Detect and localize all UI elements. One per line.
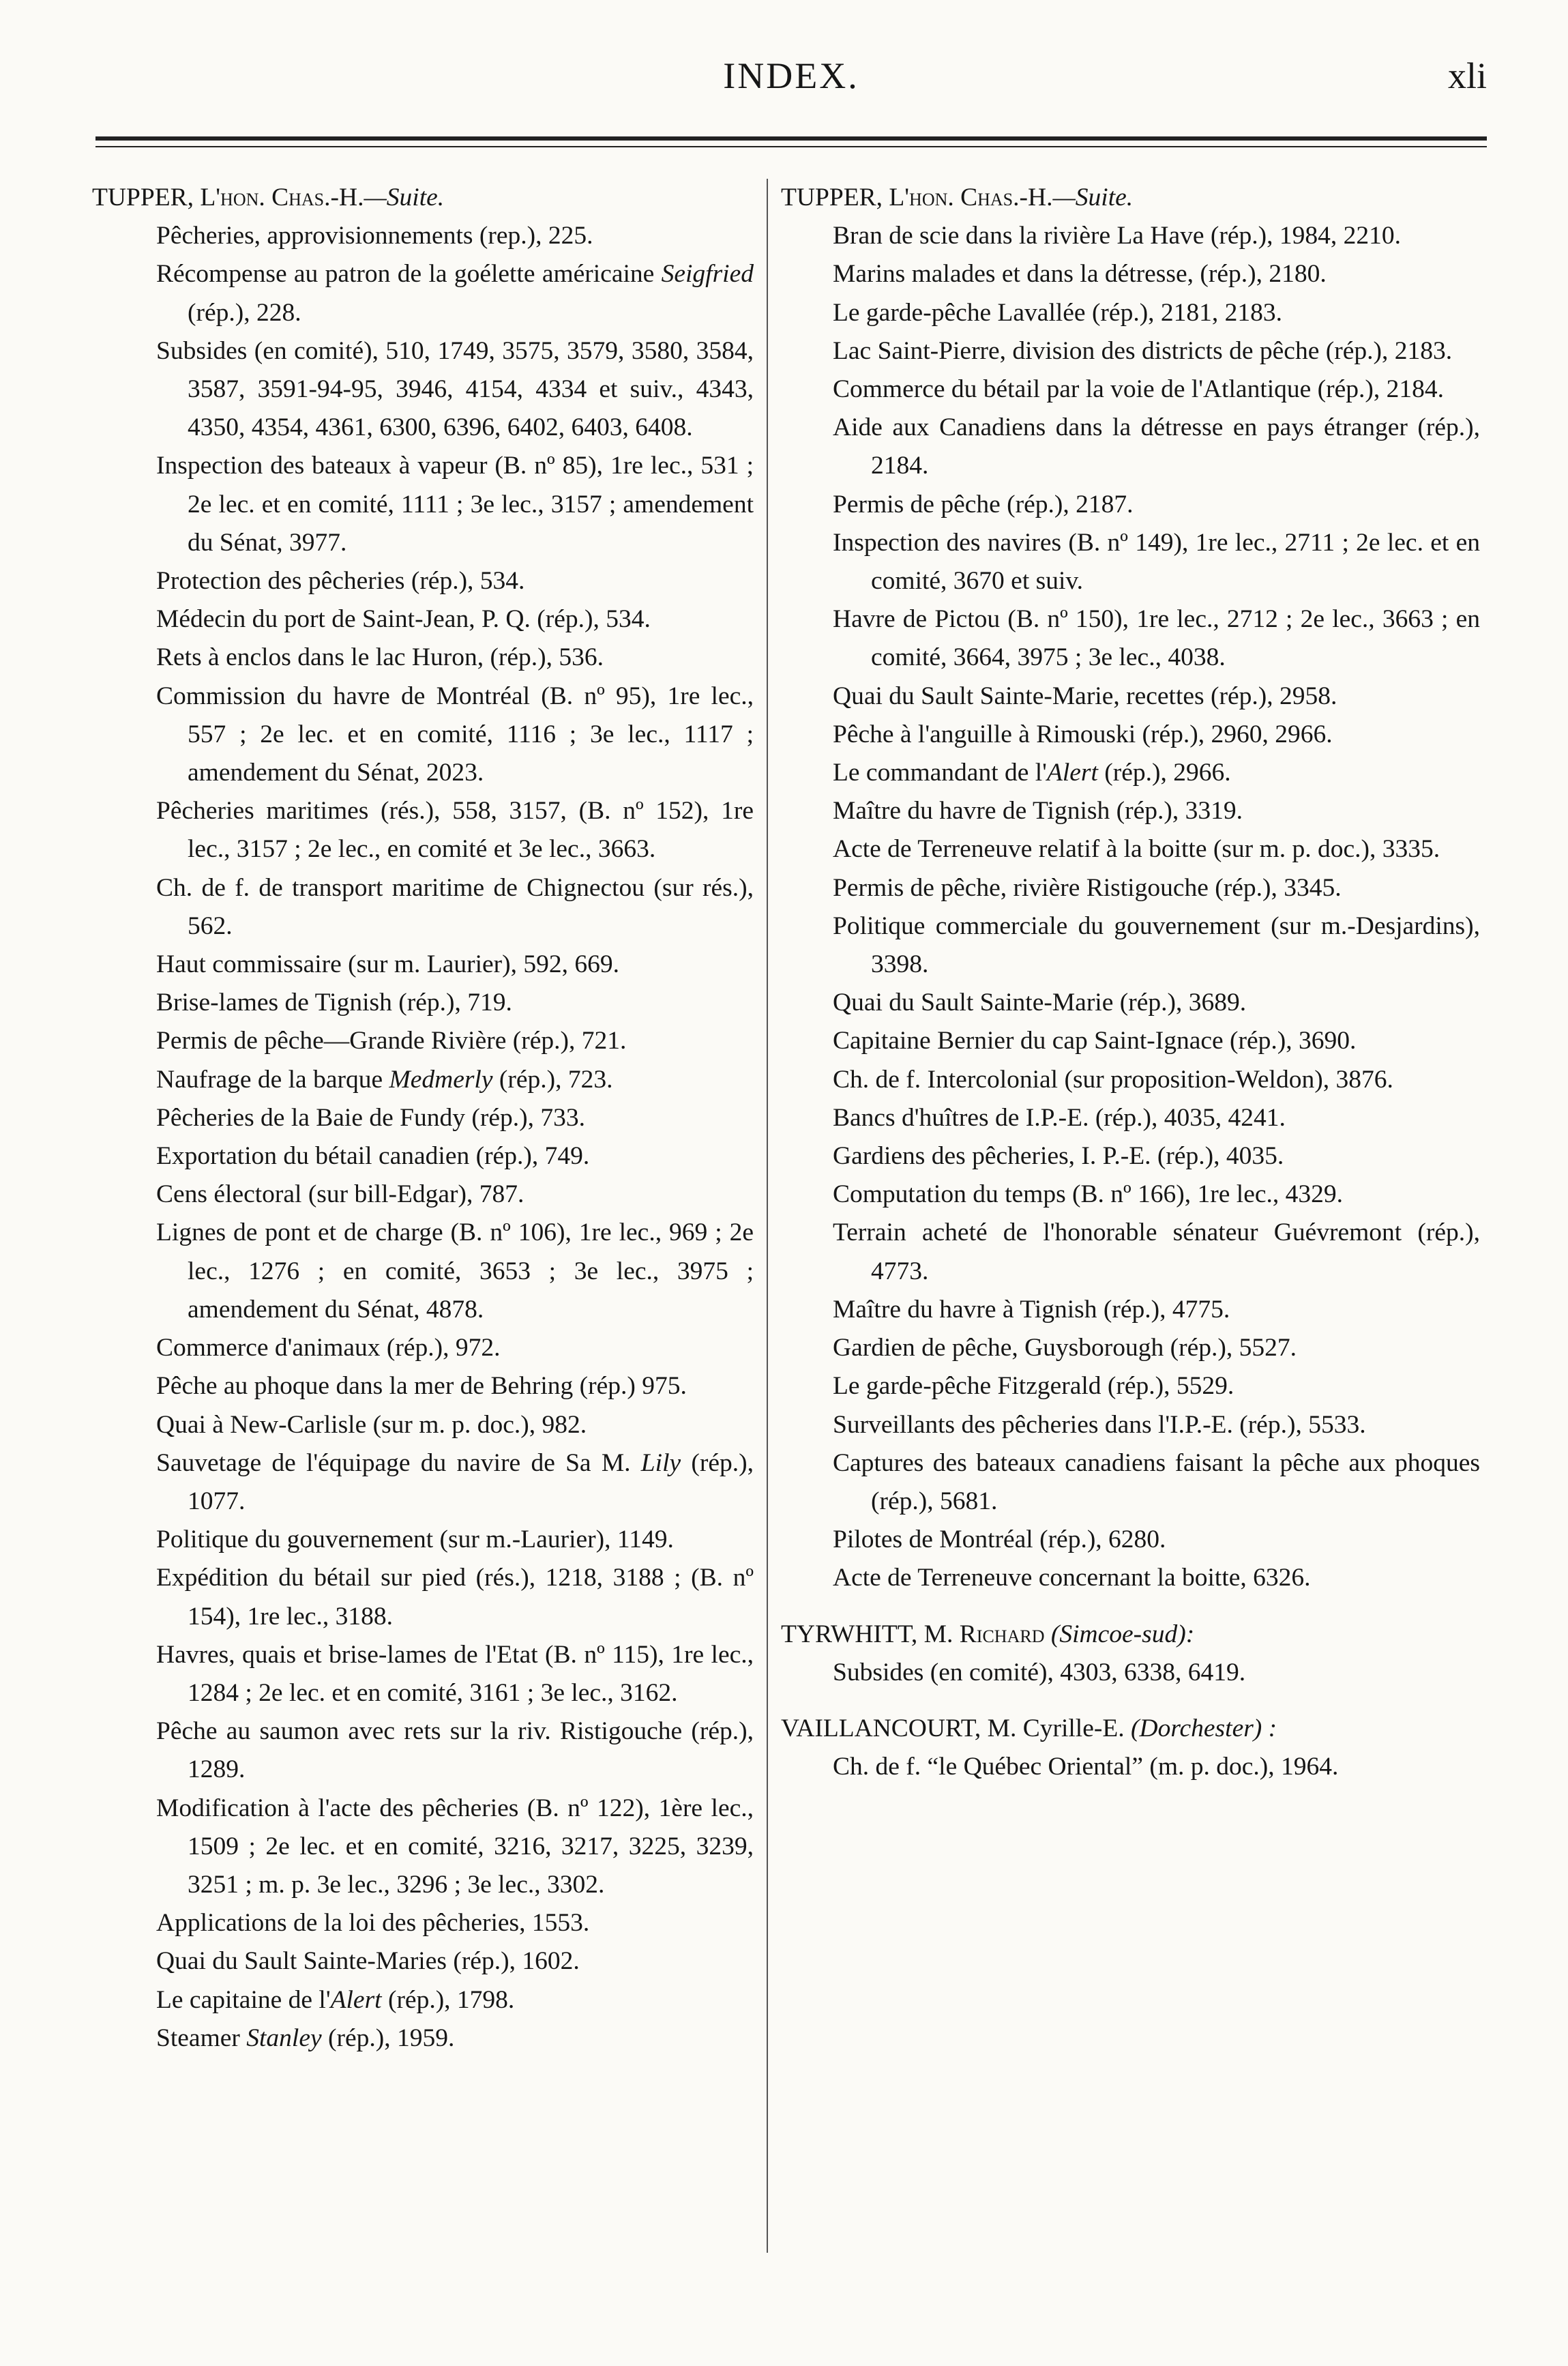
index-entry: Acte de Terreneuve relatif à la boitte (sur m. p. doc.), 3335.	[833, 835, 1440, 864]
index-entry: Commerce d'animaux (rép.), 972.	[156, 1334, 501, 1362]
header-rule-thin	[95, 146, 1487, 147]
index-entry: Ch. de f. de transport maritime de Chignectou (sur rés.), 562.	[156, 873, 754, 940]
index-entry: Quai du Sault Sainte-Maries (rép.), 1602.	[156, 1947, 580, 1976]
index-entry: Commerce du bétail par la voie de l'Atlantique (rép.), 2184.	[833, 375, 1445, 404]
index-entry: Expédition du bétail sur pied (rés.), 1218, 3188 ; (B. nº 154), 1re lec., 3188.	[156, 1564, 754, 1631]
index-entry: Pêcheries maritimes (rés.), 558, 3157, (B. nº 152), 1re lec., 3157 ; 2e lec., en comité et 3e lec., 3663.	[156, 797, 754, 864]
heading-name: TUPPER,	[781, 184, 889, 211]
index-entry: Pêcheries, approvisionnements (rep.), 225.	[156, 222, 593, 250]
vaillancourt-entry-list	[781, 1748, 1480, 1786]
heading-name: TUPPER,	[92, 184, 201, 211]
index-entry: Gardien de pêche, Guysborough (rép.), 5527.	[833, 1334, 1297, 1362]
page-number: xli	[1447, 55, 1487, 96]
column-divider	[767, 179, 768, 2253]
index-entry: Maître du havre de Tignish (rép.), 3319.	[833, 797, 1243, 826]
index-entry: Cens électoral (sur bill-Edgar), 787.	[156, 1180, 524, 1209]
heading-riding: (Simcoe-sud):	[1050, 1620, 1195, 1648]
left-column	[92, 179, 754, 2058]
index-entry	[92, 1061, 754, 1099]
entry-text: Récompense au patron de la goélette américaine	[156, 260, 662, 289]
entry-italic-name: Lily	[640, 1448, 681, 1477]
heading-suite: —Suite.	[364, 184, 445, 211]
entry-italic-name: Alert	[330, 1985, 382, 2014]
entry-text: (rép.), 228.	[188, 298, 301, 327]
entry-italic-name: Medmerly	[389, 1065, 493, 1094]
header-rule-thick	[95, 136, 1487, 141]
index-entry: Le garde-pêche Lavallée (rép.), 2181, 2183.	[833, 298, 1283, 327]
index-entry: Havre de Pictou (B. nº 150), 1re lec., 2712 ; 2e lec., 3663 ; en comité, 3664, 3975 ; 3e lec., 4038.	[833, 605, 1480, 672]
index-entry: Ch. de f. “le Québec Oriental” (m. p. doc.), 1964.	[833, 1753, 1339, 1781]
index-entry: Applications de la loi des pêcheries, 1553.	[156, 1909, 590, 1938]
entry-italic-name: Stanley	[246, 2024, 322, 2052]
index-entry: Ch. de f. Intercolonial (sur proposition-Weldon), 3876.	[833, 1065, 1393, 1094]
index-entry: Capitaine Bernier du cap Saint-Ignace (rép.), 3690.	[833, 1027, 1357, 1055]
index-entry: Bancs d'huîtres de I.P.-E. (rép.), 4035, 4241.	[833, 1103, 1286, 1132]
index-entry: Inspection des navires (B. nº 149), 1re lec., 2711 ; 2e lec. et en comité, 3670 et suiv.	[833, 528, 1480, 596]
index-entry: Havres, quais et brise-lames de l'Etat (B. nº 115), 1re lec., 1284 ; 2e lec. et en comité, 3161 ; 3e lec., 3162.	[156, 1640, 754, 1707]
index-entry	[92, 2019, 754, 2058]
entry-text: (rép.), 1077.	[188, 1448, 754, 1515]
index-entry: Modification à l'acte des pêcheries (B. nº 122), 1ère lec., 1509 ; 2e lec. et en comité, 3216, 3217, 3225, 3239, 3251 ; m. p. 3e lec., 3296 ; 3e lec., 3302.	[156, 1794, 754, 1899]
index-entry: Permis de pêche, rivière Ristigouche (rép.), 3345.	[833, 873, 1342, 902]
index-entry	[92, 255, 754, 332]
index-entry: Pêcheries de la Baie de Fundy (rép.), 733.	[156, 1103, 585, 1132]
index-entry: Lac Saint-Pierre, division des districts de pêche (rép.), 2183.	[833, 336, 1453, 365]
index-heading-tupper	[92, 179, 754, 217]
running-title: INDEX.	[723, 55, 859, 96]
entry-italic-name: Alert	[1046, 759, 1098, 787]
index-entry	[92, 1444, 754, 1521]
index-entry: Permis de pêche—Grande Rivière (rép.), 721.	[156, 1027, 627, 1055]
index-entry: Pilotes de Montréal (rép.), 6280.	[833, 1525, 1166, 1554]
heading-title: Richard	[959, 1620, 1045, 1648]
index-entry: Marins malades et dans la détresse, (rép.), 2180.	[833, 260, 1327, 289]
index-entry: Commission du havre de Montréal (B. nº 95), 1re lec., 557 ; 2e lec. et en comité, 1116 ; 3e lec., 1117 ; amendement du Sénat, 2023.	[156, 682, 754, 787]
index-heading-vaillancourt	[781, 1710, 1480, 1748]
index-entry	[781, 754, 1480, 792]
index-entry: Pêche au phoque dans la mer de Behring (rép.) 975.	[156, 1372, 687, 1401]
right-column	[781, 179, 1480, 1786]
index-entry: Maître du havre à Tignish (rép.), 4775.	[833, 1295, 1230, 1324]
entry-text: Steamer	[156, 2024, 247, 2052]
index-heading-tyrwhitt	[781, 1616, 1480, 1654]
entry-text: Le capitaine de l'	[156, 1985, 331, 2014]
tyrwhitt-entry-list	[781, 1654, 1480, 1692]
index-entry: Inspection des bateaux à vapeur (B. nº 85), 1re lec., 531 ; 2e lec. et en comité, 1111 ; 3e lec., 3157 ; amendement du Sénat, 3977.	[156, 452, 754, 557]
page-header	[95, 55, 1487, 109]
index-entry: Terrain acheté de l'honorable sénateur Guévremont (rép.), 4773.	[833, 1218, 1480, 1285]
heading-name: VAILLANCOURT, M. Cyrille-E.	[781, 1714, 1131, 1742]
index-entry: Gardiens des pêcheries, I. P.-E. (rép.), 4035.	[833, 1142, 1284, 1171]
entry-text: Sauvetage de l'équipage du navire de Sa M.	[156, 1448, 641, 1477]
index-entry: Exportation du bétail canadien (rép.), 749.	[156, 1142, 590, 1171]
index-entry: Subsides (en comité), 4303, 6338, 6419.	[833, 1658, 1246, 1686]
entry-text: Le commandant de l'	[833, 759, 1047, 787]
entry-text: (rép.), 723.	[492, 1065, 613, 1094]
index-entry: Captures des bateaux canadiens faisant la pêche aux phoques (rép.), 5681.	[833, 1448, 1480, 1515]
index-entry: Computation du temps (B. nº 166), 1re lec., 4329.	[833, 1180, 1343, 1209]
index-entry: Aide aux Canadiens dans la détresse en pays étranger (rép.), 2184.	[833, 413, 1480, 480]
index-entry: Le garde-pêche Fitzgerald (rép.), 5529.	[833, 1372, 1234, 1401]
index-entry: Permis de pêche (rép.), 2187.	[833, 490, 1134, 519]
index-entry: Pêche au saumon avec rets sur la riv. Ristigouche (rép.), 1289.	[156, 1717, 754, 1784]
left-entry-list	[92, 217, 754, 2058]
index-entry: Rets à enclos dans le lac Huron, (rép.), 536.	[156, 643, 604, 672]
index-entry: Politique du gouvernement (sur m.-Laurier), 1149.	[156, 1525, 674, 1554]
index-entry: Médecin du port de Saint-Jean, P. Q. (rép.), 534.	[156, 605, 651, 634]
index-entry: Quai du Sault Sainte-Marie (rép.), 3689.	[833, 989, 1247, 1017]
heading-name: TYRWHITT, M.	[781, 1620, 960, 1648]
index-entry: Bran de scie dans la rivière La Have (rép.), 1984, 2210.	[833, 222, 1402, 250]
index-entry: Lignes de pont et de charge (B. nº 106), 1re lec., 969 ; 2e lec., 1276 ; en comité, 3653 ; 3e lec., 3975 ; amendement du Sénat, 4878.	[156, 1218, 754, 1324]
index-entry: Acte de Terreneuve concernant la boitte, 6326.	[833, 1564, 1311, 1592]
heading-title: L'hon. Chas.-H.	[200, 184, 364, 211]
index-entry: Protection des pêcheries (rép.), 534.	[156, 567, 525, 596]
heading-suite: —Suite.	[1052, 184, 1134, 211]
index-entry: Haut commissaire (sur m. Laurier), 592, 669.	[156, 950, 619, 979]
entry-text: (rép.), 1959.	[321, 2024, 455, 2052]
index-entry: Pêche à l'anguille à Rimouski (rép.), 2960, 2966.	[833, 720, 1333, 748]
entry-italic-name: Seigfried	[661, 260, 754, 289]
entry-text: Naufrage de la barque	[156, 1065, 389, 1094]
index-entry: Politique commerciale du gouvernement (sur m.-Desjardins), 3398.	[833, 911, 1480, 979]
index-entry: Surveillants des pêcheries dans l'I.P.-E. (rép.), 5533.	[833, 1410, 1366, 1439]
right-entry-list	[781, 217, 1480, 1597]
index-entry: Quai à New-Carlisle (sur m. p. doc.), 982.	[156, 1410, 587, 1439]
entry-text: (rép.), 2966.	[1097, 759, 1231, 787]
index-entry: Quai du Sault Sainte-Marie, recettes (rép.), 2958.	[833, 682, 1337, 710]
index-entry	[92, 1981, 754, 2019]
entry-text: (rép.), 1798.	[381, 1985, 515, 2014]
index-entry: Brise-lames de Tignish (rép.), 719.	[156, 989, 512, 1017]
index-heading-tupper-cont	[781, 179, 1480, 217]
heading-title: L'hon. Chas.-H.	[889, 184, 1053, 211]
index-entry: Subsides (en comité), 510, 1749, 3575, 3579, 3580, 3584, 3587, 3591-94-95, 3946, 4154, 4334 et suiv., 4343, 4350, 4354, 4361, 6300, 6396, 6402, 6403, 6408.	[156, 336, 754, 442]
heading-riding: (Dorchester) :	[1131, 1714, 1277, 1742]
